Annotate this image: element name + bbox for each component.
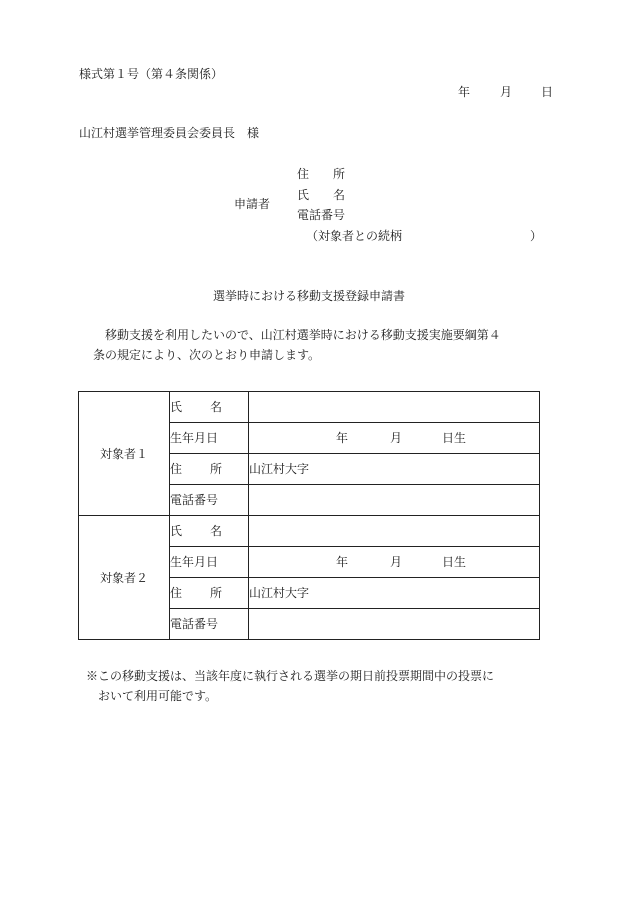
applicant-relation-close: ）: [530, 229, 543, 243]
target-persons-table: [78, 391, 540, 640]
applicant-relation-label: （対象者との続柄: [306, 229, 403, 243]
target-1-dob-label: 生年月日: [170, 423, 249, 454]
document-title: 選挙時における移動支援登録申請書: [213, 289, 406, 303]
form-number: 様式第１号（第４条関係）: [79, 67, 224, 81]
addressee: 山江村選挙管理委員会委員長 様: [79, 126, 260, 140]
target-1-dob-day: 日生: [442, 431, 467, 445]
applicant-label: 申請者: [234, 197, 271, 211]
target-1-name-field[interactable]: [249, 392, 540, 423]
target-2-phone-label: 電話番号: [170, 609, 249, 640]
usage-note-line-2: おいて利用可能です。: [98, 689, 218, 703]
target-2-address-label: 住 所: [170, 578, 249, 609]
table-row: [79, 392, 540, 423]
target-2-dob-day: 日生: [442, 555, 467, 569]
target-2-dob-year: 年: [336, 555, 349, 569]
target-1-name-label: 氏 名: [170, 392, 249, 423]
date-year-label: 年: [458, 85, 471, 99]
applicant-phone-label: 電話番号: [297, 208, 346, 222]
usage-note-line-1: ※この移動支援は、当該年度に執行される選挙の期日前投票期間中の投票に: [86, 669, 495, 683]
target-1-dob-year: 年: [336, 431, 349, 445]
target-2-name-label: 氏 名: [170, 516, 249, 547]
table-row: [79, 516, 540, 547]
body-text-line-1: 移動支援を利用したいので、山江村選挙時における移動支援実施要綱第４: [105, 328, 501, 342]
target-1-dob-month: 月: [390, 431, 403, 445]
target-2-label: 対象者２: [79, 516, 170, 640]
date-day-label: 日: [541, 85, 554, 99]
target-1-address-label: 住 所: [170, 454, 249, 485]
target-1-address-field[interactable]: 山江村大字: [249, 454, 540, 485]
target-2-dob-month: 月: [390, 555, 403, 569]
target-1-dob-field[interactable]: [249, 423, 540, 454]
target-1-phone-label: 電話番号: [170, 485, 249, 516]
target-2-phone-field[interactable]: [249, 609, 540, 640]
target-2-dob-label: 生年月日: [170, 547, 249, 578]
target-1-phone-field[interactable]: [249, 485, 540, 516]
target-1-label: 対象者１: [79, 392, 170, 516]
date-month-label: 月: [500, 85, 513, 99]
applicant-address-label: 住 所: [297, 167, 346, 181]
target-2-dob-field[interactable]: [249, 547, 540, 578]
applicant-name-label: 氏 名: [297, 188, 346, 202]
usage-note: [86, 666, 546, 706]
target-2-name-field[interactable]: [249, 516, 540, 547]
body-text-line-2: 条の規定により、次のとおり申請します。: [93, 348, 321, 362]
target-2-address-field[interactable]: 山江村大字: [249, 578, 540, 609]
